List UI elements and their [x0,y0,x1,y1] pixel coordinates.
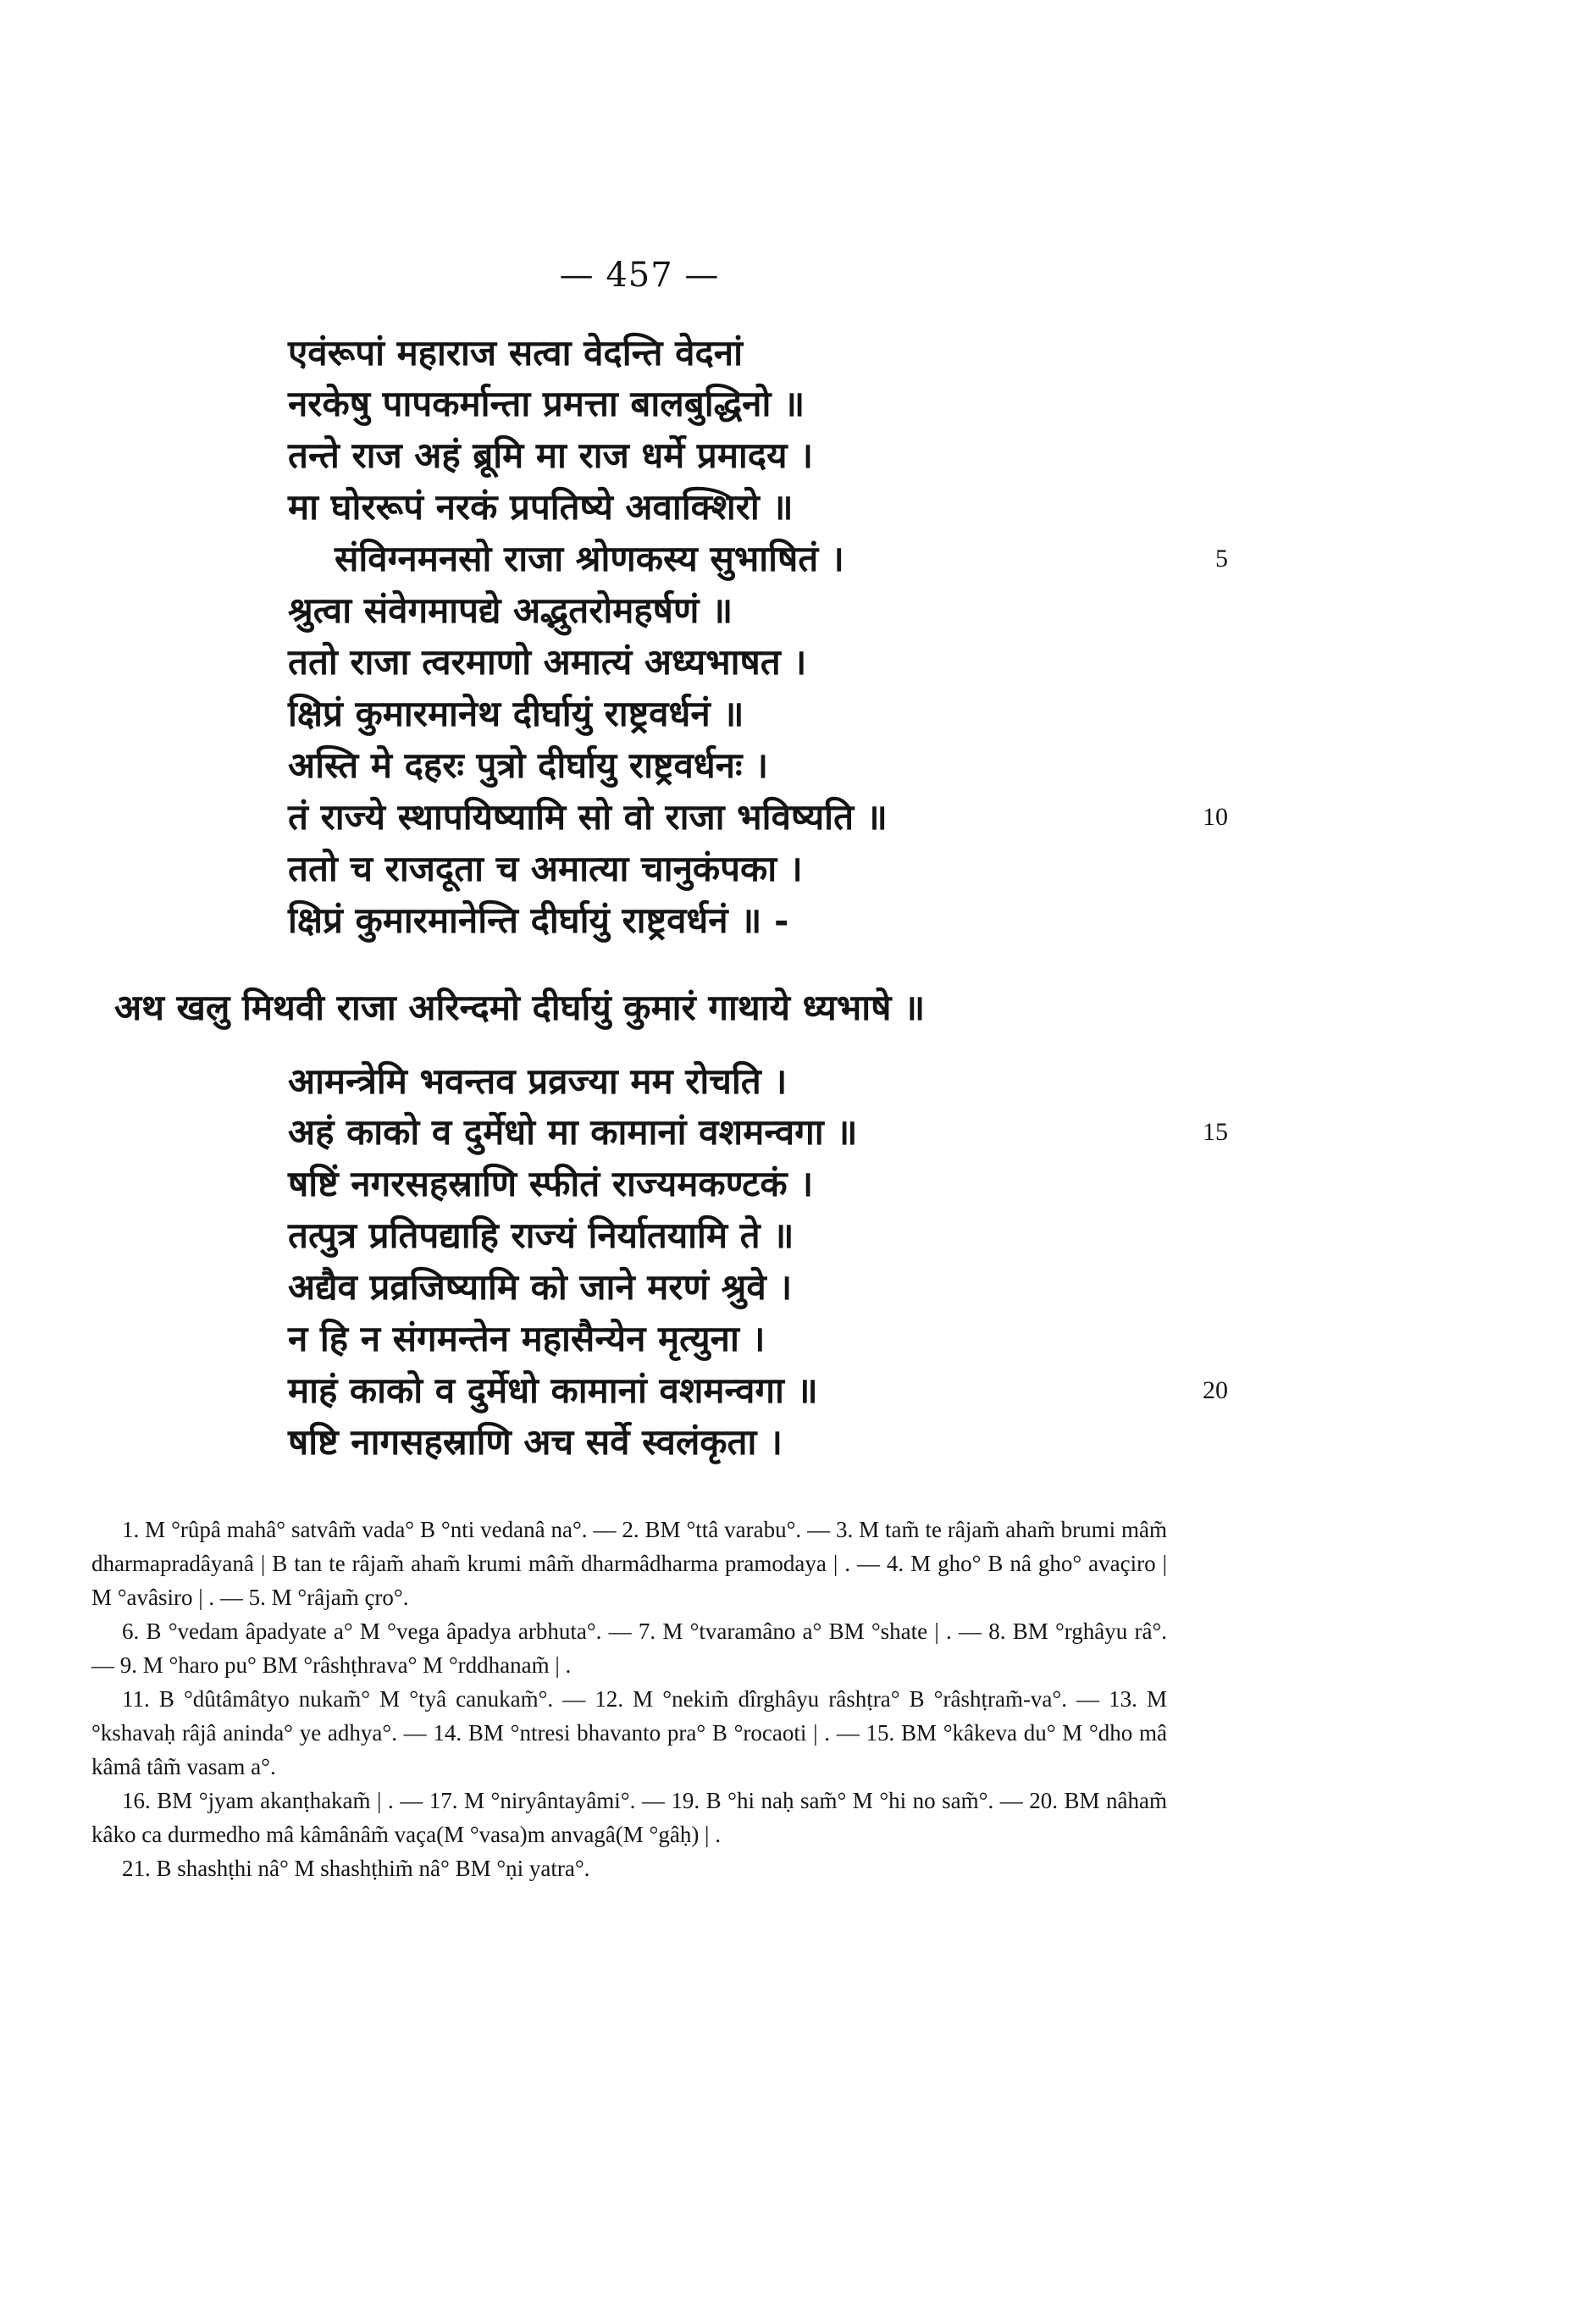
verse-line: श्रुत्वा संवेगमापद्ये अद्भुतरोमहर्षणं ॥ [288,589,733,631]
footnote: 1. M °rûpâ mahâ° satvâm̃ vada° B °nti vedanâ na°. — 2. BM °ttâ varabu°. — 3. M tam̃ te râjam̃ aham̃ brumi mâm̃ dharmapradâyanâ | B tan te râjam̃ aham̃ krumi mâm̃ dharmâdharma pramodaya | . — 4. M gho° B nâ gho° avaçiro | M °avâsiro | . — 5. M °râjam̃ çro°. [91,1517,1167,1610]
verse-line: षष्टि नागसहस्राणि अच सर्वे स्वलंकृता । [288,1421,783,1463]
footnotes [91,1513,1167,1885]
verse-line: तन्ते राज अहं ब्रूमि मा राज धर्मे प्रमादय । [288,434,814,476]
verse-line: माहं काको व दुर्मेधो कामानां वशमन्वगा ॥ [288,1370,818,1411]
verse-line: क्षिप्रं कुमारमानेथ दीर्घायुं राष्ट्रवर्धनं ॥ [288,693,744,734]
line-number-15: 15 [1203,1118,1228,1146]
verse-line: क्षिप्रं कुमारमानेन्ति दीर्घायुं राष्ट्रवर्धनं ॥ - [288,899,789,941]
verse-line: अस्ति मे दहरः पुत्रो दीर्घायु राष्ट्रवर्धनः । [288,744,768,786]
verse-line: आमन्त्रेमि भवन्तव प्रव्रज्या मम रोचति । [288,1060,788,1102]
verse-line: अद्यैव प्रव्रजिष्यामि को जाने मरणं श्रुवे । [288,1266,793,1308]
footnote: 11. B °dûtâmâtyo nukam̃° M °tyâ canukam̃°. — 12. M °nekim̃ dîrghâyu râshṭra° B °râshṭram̃-va°. — 13. M °kshavaḥ râjâ aninda° ye adhya°. — 14. BM °ntresi bhavanto pra° B °rocaoti | . — 15. BM °kâkeva du° M °dho mâ kâmâ tâm̃ vasam a°. [91,1686,1167,1779]
verse-line: न हि न संगमन्तेन महासैन्येन मृत्युना । [288,1318,766,1359]
verse-line: तत्पुत्र प्रतिपद्याहि राज्यं निर्यातयामि ते ॥ [288,1215,794,1256]
verse-line: ततो च राजदूता च अमात्या चानुकंपका । [288,848,803,889]
verse-line: षष्टिं नगरसहस्राणि स्फीतं राज्यमकण्टकं । [288,1163,814,1204]
footnote: 16. BM °jyam akanṭhakam̃ | . — 17. M °niryântayâmi°. — 19. B °hi naḥ sam̃° M °hi no sam̃°. — 20. BM nâham̃ kâko ca durmedho mâ kâmânâm̃ vaça(M °vasa)m anvagâ(M °gâḥ) | . [91,1788,1167,1847]
verse-line: नरकेषु पापकर्मान्ता प्रमत्ता बालबुद्धिनो ॥ [288,383,805,424]
verse-line: एवंरूपां महाराज सत्वा वेदन्ति वेदनां [288,332,743,374]
verse-line: तं राज्ये स्थापयिष्यामि सो वो राजा भविष्यति ॥ [288,796,888,838]
verse-line: अहं काको व दुर्मेधो मा कामानां वशमन्वगा ॥ [288,1111,858,1153]
verse-line: संविग्नमनसो राजा श्रोणकस्य सुभाषितं । [335,538,844,579]
page-number: — 457 — [559,256,720,295]
prose-line: अथ खलु मिथवी राजा अरिन्दमो दीर्घायुं कुमारं गाथाये ध्यभाषे ॥ [114,987,926,1028]
footnote: 6. B °vedam âpadyate a° M °vega âpadya arbhuta°. — 7. M °tvaramâno a° BM °shate | . — 8. BM °rghâyu râ°. — 9. M °haro pu° BM °râshṭhrava° M °rddhanam̃ | . [91,1618,1167,1678]
line-number-10: 10 [1203,803,1228,831]
footnote: 21. B shashṭhi nâ° M shashṭhim̃ nâ° BM °ṇi yatra°. [122,1856,590,1881]
verse-line: ततो राजा त्वरमाणो अमात्यं अध्यभाषत । [288,641,807,683]
verse-line: मा घोररूपं नरकं प्रपतिष्ये अवाक्शिरो ॥ [288,486,794,528]
line-number-20: 20 [1203,1376,1228,1404]
line-number-5: 5 [1215,545,1228,573]
